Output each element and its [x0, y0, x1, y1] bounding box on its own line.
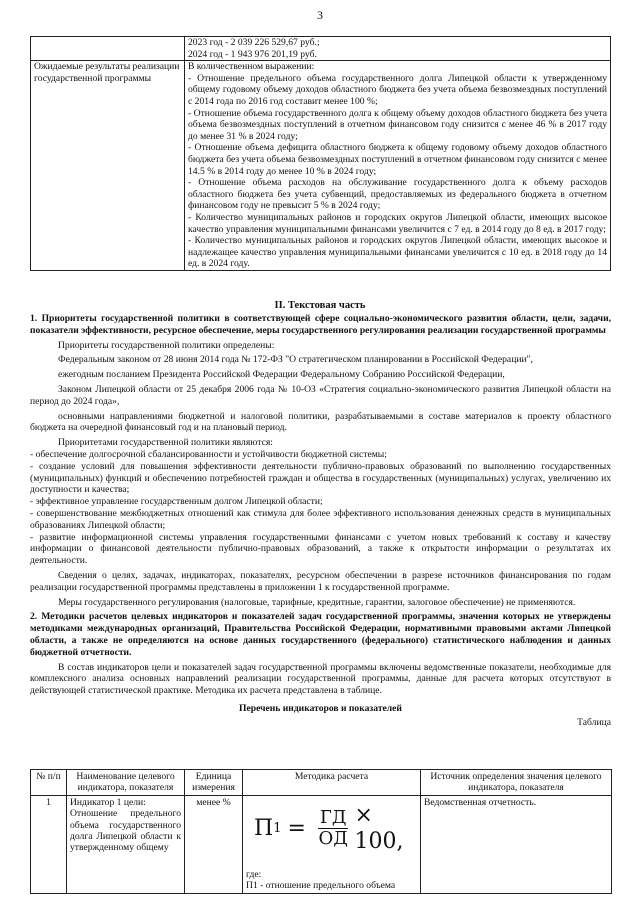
result-item: - Отношение объема расходов на обслуживание государственного долга к объему расходов областного бюджета без учета субвенций, предоставляемых из федерального бюджета в отчетном финансовом году не превысит 5 % в 2024 году; [188, 177, 607, 212]
formula-explanation: П1 - отношение предельного объема [246, 880, 396, 892]
heading-2: 2. Методики расчетов целевых индикаторов и показателей задач государственной программы, значения которых не утверждены методиками международных организаций, Правительства Российской Федерации, нормативными правовыми актами Липецкой области, а также не определяются на основе данных государственного (федерального) статистического наблюдения и данных бюджетной отчетности. [30, 611, 611, 658]
column-header: № п/п [31, 770, 67, 796]
column-header: Наименование целевого индикатора, показателя [67, 770, 185, 796]
unit-cell: менее % [185, 795, 243, 893]
program-passport-table [30, 36, 611, 271]
paragraph: Приоритеты государственной политики определены: [58, 339, 275, 351]
result-item: - Отношение предельного объема государственного долга Липецкой области к утвержденному общему годовому объему доходов областного бюджета без учета объема безвозмездных поступлений с 2014 года по 2016 год составит менее 100 %; [188, 72, 607, 107]
formula-numerator: ГД [319, 807, 347, 829]
table-cell-empty [31, 37, 185, 61]
paragraph: Законом Липецкой области от 25 декабря 2006 года № 10-ОЗ «Стратегия социально-экономического развития Липецкой области на период до 2024 года», [30, 383, 611, 407]
funding-line: 2024 год - 1 943 976 201,19 руб. [188, 48, 317, 60]
funding-continuation-cell [185, 37, 611, 61]
indicator-name-cell [67, 795, 185, 893]
paragraph: основными направлениями бюджетной и налоговой политики, разрабатываемыми в составе материалов к проекту областного бюджета на очередной финансовый год и на плановый период. [30, 410, 611, 434]
column-header: Источник определения значения целевого индикатора, показателя [421, 770, 612, 796]
funding-line: 2023 год - 2 039 226 529,67 руб.; [188, 37, 320, 48]
formula-tail: × 100, [354, 802, 404, 854]
section-title: II. Текстовая часть [274, 300, 366, 311]
paragraph: Меры государственного регулирования (налоговые, тарифные, кредитные, гарантии, залоговое обеспечение) не применяются. [58, 596, 576, 608]
result-item: - Количество муниципальных районов и городских округов Липецкой области, имеющих высокое качество управления муниципальными финансами увеличится с 7 ед. в 2014 году до 8 ед. в 2017 году; [188, 211, 607, 235]
formula-fraction [318, 808, 349, 849]
expected-results-cell [185, 61, 611, 271]
table-header-row [31, 770, 612, 796]
list-item: - эффективное управление государственным долгом Липецкой области; [30, 496, 323, 508]
result-item: - Отношение объема государственного долга к общему объему доходов областного бюджета без учета объема безвозмездных поступлений в отчетном финансовом году снизится с менее 46 % в 2017 году до менее 31 % в 2024 году; [188, 107, 607, 142]
paragraph: ежегодным посланием Президента Российской Федерации Федеральному Собранию Российской Федерации, [58, 369, 505, 381]
table-row [31, 795, 612, 893]
list-item: - совершенствование межбюджетных отношений как стимула для более эффективного использования денежных средств в муниципальных образованиях Липецкой области; [30, 507, 611, 531]
table-row [31, 61, 611, 271]
column-header: Единица измерения [185, 770, 243, 796]
indicators-table [30, 769, 612, 894]
page-number: 3 [317, 8, 323, 22]
expected-results-label: Ожидаемые результаты реализации государственной программы [31, 61, 185, 271]
list-item: - развитие информационной системы управления государственными финансами с учетом новых требований к составу и качеству информации о финансовой деятельности публично-правовых образований, а также к открытости информации о результатах их деятельности. [30, 531, 611, 567]
row-number: 1 [31, 795, 67, 893]
table-row [31, 37, 611, 61]
list-item: - создание условий для повышения эффективности деятельности публично-правовых образований по выполнению государственных (муниципальных) функций и обеспечению потребностей граждан и общества в государственных (муниципальных) услугах, увеличению их доступности и качества; [30, 460, 611, 496]
source-cell: Ведомственная отчетность. [421, 795, 612, 893]
method-cell [243, 795, 421, 893]
indicator-text: Отношение предельного объема государственного долга Липецкой области к утвержденному общему [70, 808, 181, 854]
results-intro: В количественном выражении: [188, 61, 315, 73]
formula-where: где: [246, 868, 262, 880]
result-item: - Количество муниципальных районов и городских округов Липецкой области, имеющих высокое и надлежащее качество управления муниципальными финансами увеличится с 10 ед. в 2018 году до 14 ед. в 2024 году. [188, 235, 607, 270]
heading-1: 1. Приоритеты государственной политики в соответствующей сфере социально-экономического развития области, цели, задачи, показатели эффективности, ресурсное обеспечение, меры государственного регулирования реализации государственной программы [30, 313, 611, 336]
list-item: - обеспечение долгосрочной сбалансированности и устойчивости бюджетной системы; [30, 448, 387, 460]
document-body [30, 313, 611, 729]
paragraph: Сведения о целях, задачах, индикаторах, показателях, ресурсном обеспечении в разрезе источников финансирования по годам реализации государственной программы представлены в приложении 1 к государственной программе. [30, 569, 611, 593]
result-item: - Отношение объема дефицита областного бюджета к общему годовому объему доходов областного бюджета без учета объема безвозмездных поступлений в отчетном финансовом году снизится с менее 14.5 % в 2014 году до менее 10 % в 2024 году; [188, 142, 607, 177]
formula: П 1 = $\frac{ГД}{ОД}$ × 100, [246, 797, 417, 855]
formula-lhs: П [254, 815, 274, 841]
formula-denominator: ОД [318, 828, 348, 850]
indicator-title: Индикатор 1 цели: [70, 796, 146, 808]
formula-sub: 1 [273, 820, 282, 836]
table-label: Таблица [577, 716, 611, 728]
paragraph: Федеральным законом от 28 июня 2014 года № 172-ФЗ "О стратегическом планировании в Российской Федерации", [58, 354, 533, 366]
paragraph: Приоритетами государственной политики являются: [58, 437, 273, 449]
paragraph: В состав индикаторов цели и показателей задач государственной программы включены ведомственные показатели, необходимые для комплексного анализа основных направлений реализации государственной программы, данные для расчета которых отсутствуют в действующей статистической практике. Методика их расчета представлена в таблице. [30, 661, 611, 697]
column-header: Методика расчета [243, 770, 421, 796]
list-title: Перечень индикаторов и показателей [239, 702, 402, 714]
